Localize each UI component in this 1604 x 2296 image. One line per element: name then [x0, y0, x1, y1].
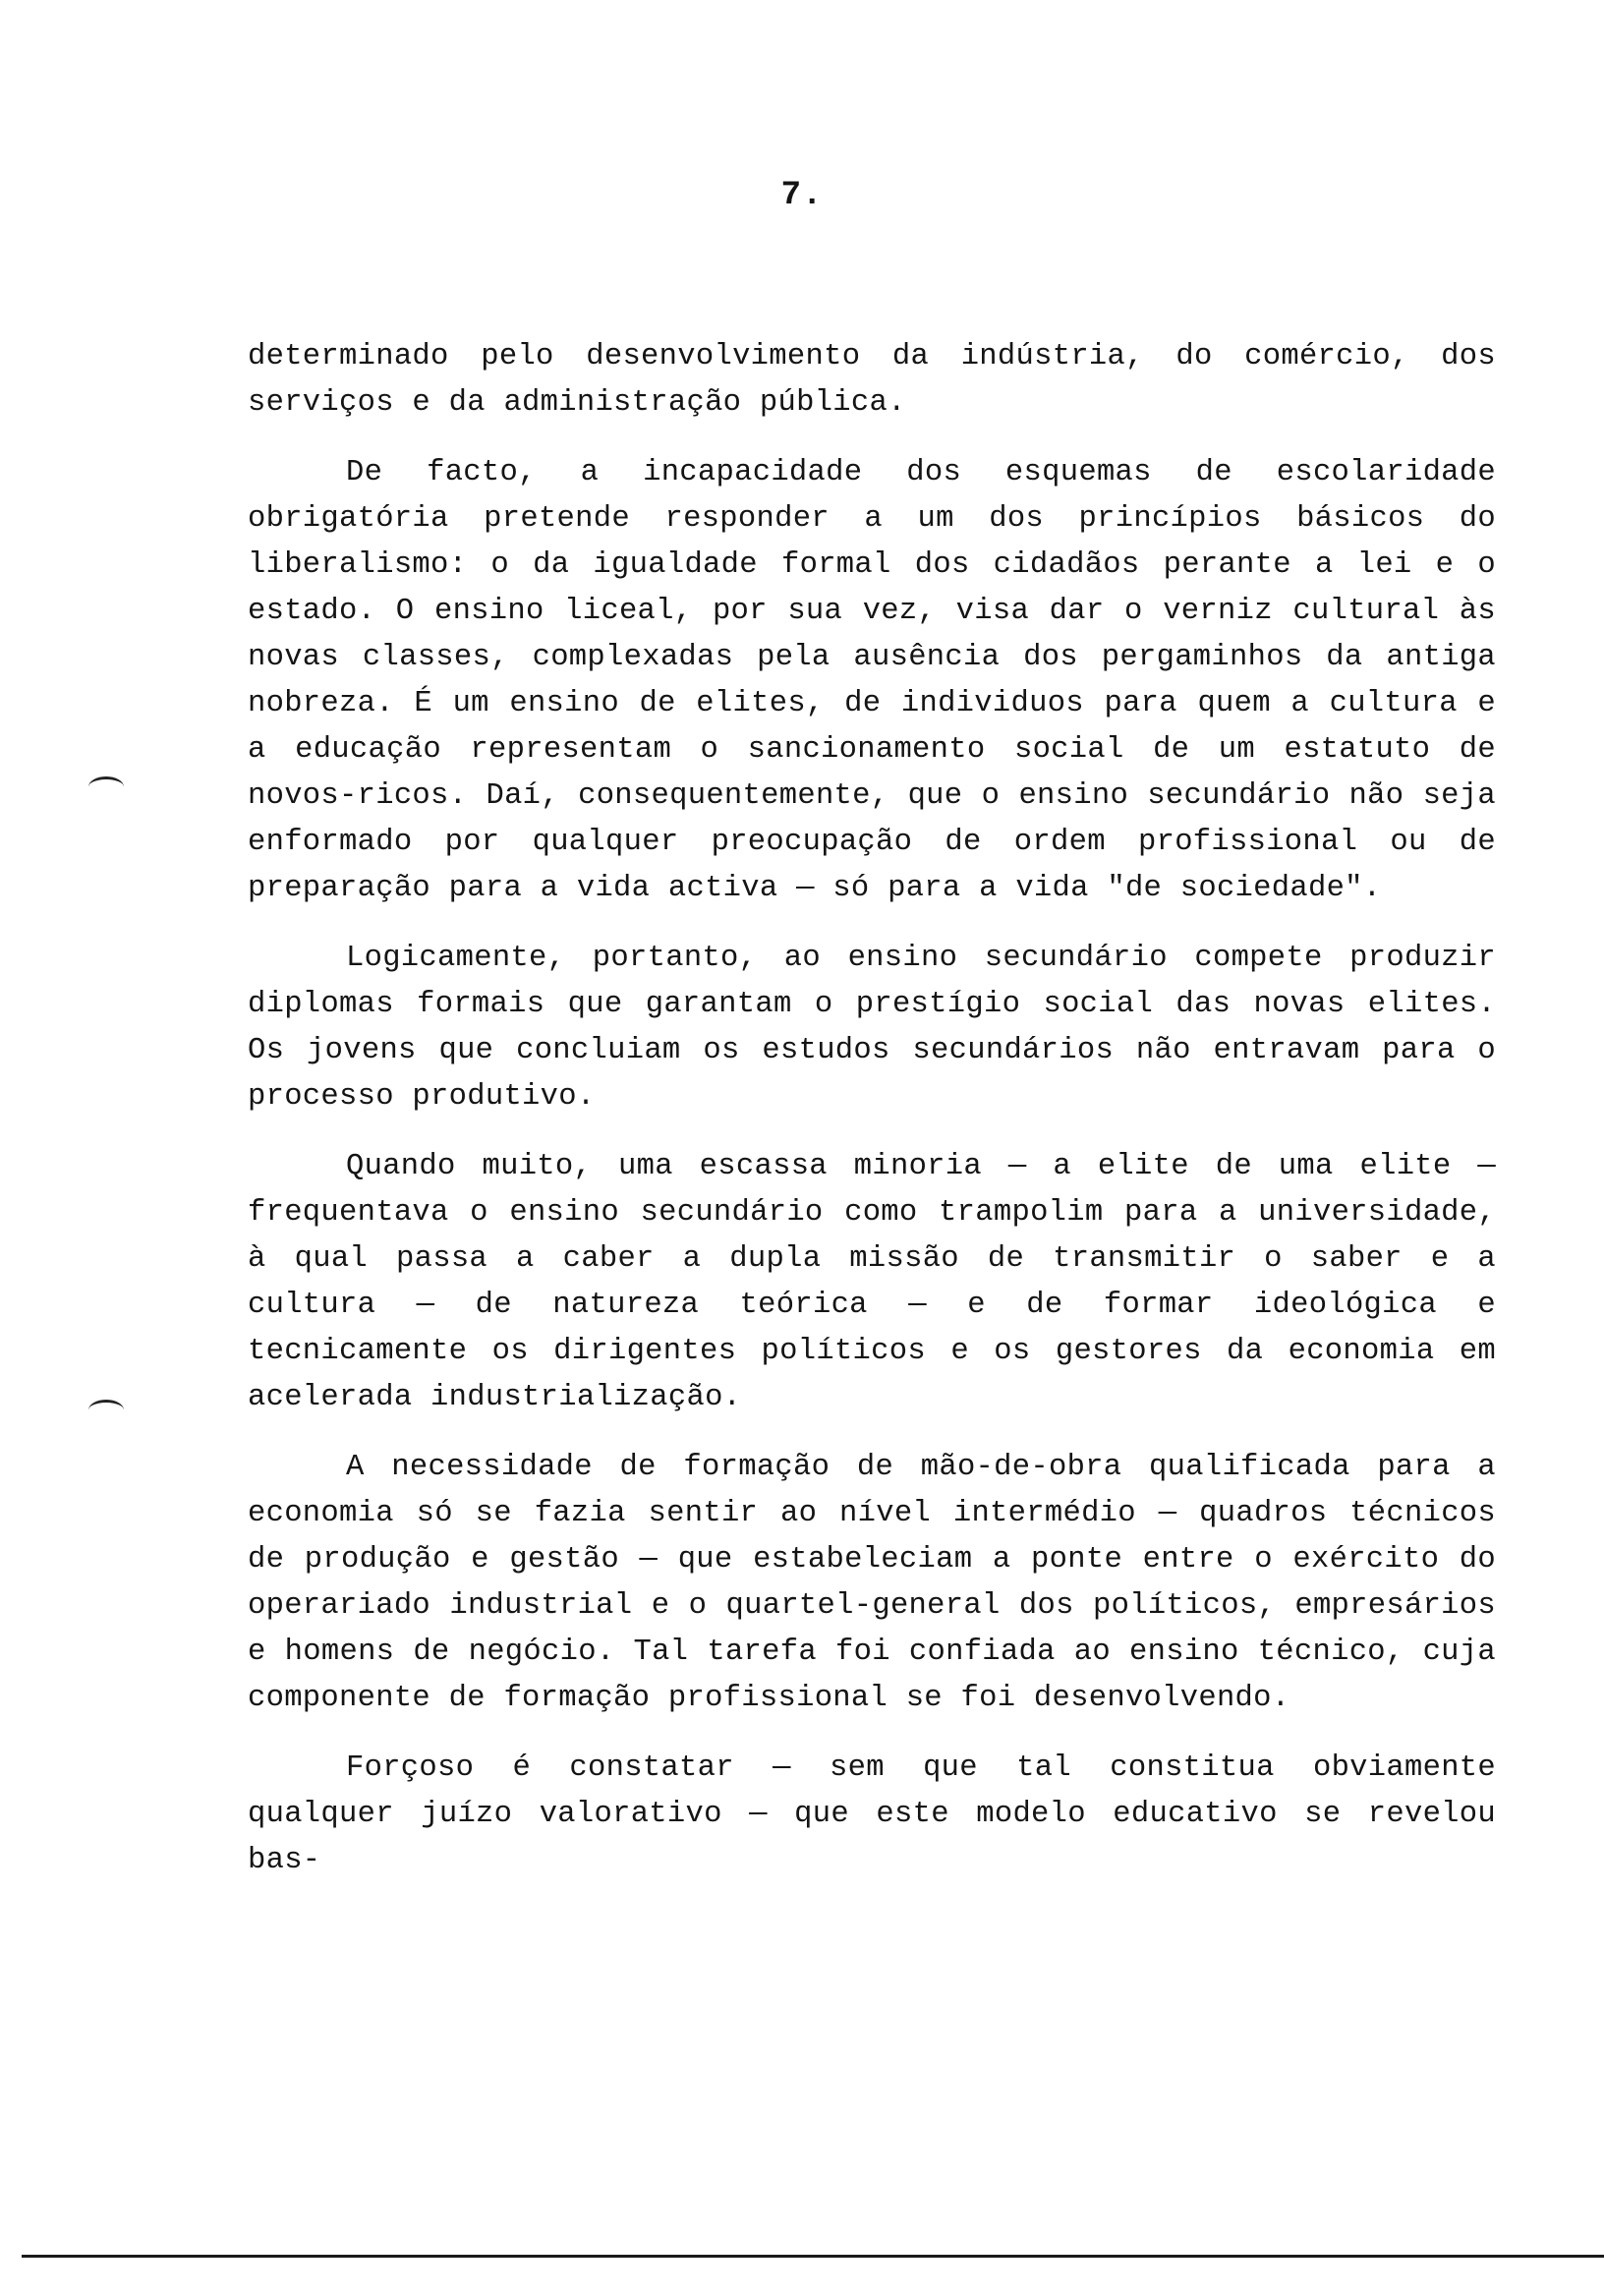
page-number: 7.	[780, 177, 824, 214]
document-body	[248, 334, 1496, 1908]
paragraph: determinado pelo desenvolvimento da indústria, do comércio, dos serviços e da administração pública.	[248, 340, 1496, 420]
margin-mark-icon	[88, 1400, 124, 1420]
paragraph: Logicamente, portanto, ao ensino secundário compete produzir diplomas formais que garantam o prestígio social das novas elites. Os jovens que concluiam os estudos secundários não entravam para o processo produtivo.	[248, 942, 1496, 1114]
paragraph: A necessidade de formação de mão-de-obra qualificada para a economia só se fazia sentir ao nível intermédio — quadros técnicos de produção e gestão — que estabeleciam a ponte entre o exército do operariado industrial e o quartel-general dos políticos, empresários e homens de negócio. Tal tarefa foi confiada ao ensino técnico, cuja componente de formação profissional se foi desenvolvendo.	[248, 1451, 1496, 1715]
bottom-rule	[22, 2255, 1604, 2258]
paragraph: Forçoso é constatar — sem que tal constitua obviamente qualquer juízo valorativo — que este modelo educativo se revelou bas-	[248, 1751, 1496, 1877]
margin-mark-icon	[88, 776, 124, 797]
paragraph: De facto, a incapacidade dos esquemas de escolaridade obrigatória pretende responder a um dos princípios básicos do liberalismo: o da igualdade formal dos cidadãos perante a lei e o estado. O ensino liceal, por sua vez, visa dar o verniz cultural às novas classes, complexadas pela ausência dos pergaminhos da antiga nobreza. É um ensino de elites, de individuos para quem a cultura e a educação representam o sancionamento social de um estatuto de novos-ricos. Daí, consequentemente, que o ensino secundário não seja enformado por qualquer preocupação de ordem profissional ou de preparação para a vida activa — só para a vida "de sociedade".	[248, 456, 1496, 905]
paragraph: Quando muito, uma escassa minoria — a elite de uma elite — frequentava o ensino secundário como trampolim para a universidade, à qual passa a caber a dupla missão de transmitir o saber e a cultura — de natureza teórica — e de formar ideológica e tecnicamente os dirigentes políticos e os gestores da economia em acelerada industrialização.	[248, 1150, 1496, 1414]
